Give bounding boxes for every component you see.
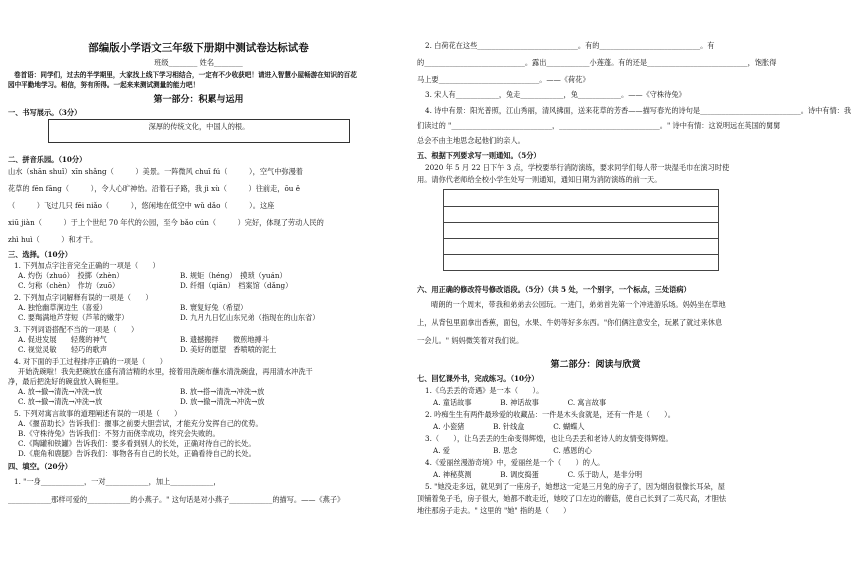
pinyin-line-3: （ ）飞过几只 fēi niǎo（ ），悠闲地在低空中 wǔ dǎo（ ）。这座 bbox=[8, 201, 275, 210]
fill-q3: 3. 宋人有____________，兔走____________，兔____________。——《守株待兔》 bbox=[425, 90, 686, 99]
section7-heading: 七、回忆课外书，完成练习。（10分） bbox=[417, 374, 539, 383]
notice-task-line-2: 用。请你代老师给全校小学生处写一则通知，通知日期为消防演练的前一天。 bbox=[417, 175, 662, 184]
choice-q5-d: D.《鹿角和鹿腿》告诉我们：事物各有自己的长处，正确看待自己的长处。 bbox=[18, 449, 256, 458]
choice-q2: 2. 下列加点字词解释有误的一项是（ ） bbox=[14, 293, 153, 302]
grid-line bbox=[444, 238, 718, 239]
choice-q2-c: C. 要羯满地芦芽短（芦苇的嫩芽） bbox=[18, 313, 129, 322]
choice-q4-text-1: 开始洗碗啦！我先把碗放在盛有清洁精的水里，接着用洗碗布蘸水清洗碗盘，再用清水冲洗干 bbox=[18, 367, 313, 376]
exam-title: 部编版小学语文三年级下册期中测试卷达标试卷 bbox=[88, 42, 309, 54]
part1-title: 第一部分：积累与运用 bbox=[153, 95, 244, 105]
choice-q4-d: D. 放→撤→清洗→冲洗→放 bbox=[180, 397, 265, 406]
choice-q1-a: A. 灼伤（zhuó） 投掷（zhèn） bbox=[18, 271, 124, 280]
reading-q3: 3.（ ），让乌丢丢的生命变得辉煌，也让乌丢丢和老诗人的友情变得辉煌。 bbox=[425, 434, 673, 443]
choice-q1: 1. 下列加点字注音完全正确的一项是（ ） bbox=[14, 261, 160, 270]
pinyin-line-2: 花草的 fēn fāng（ ），令人心旷神怡。沿着石子路，我 jì xù（ ）往前走，ōu ě bbox=[8, 184, 300, 193]
choice-q4-text-2: 净，最后把洗好的碗盘放入碗柜里。 bbox=[8, 377, 124, 386]
fill-q4-line-2: 们读过的 "____________________________，____________________________。" 诗中有情：这说明远在英国的舅舅 bbox=[417, 121, 781, 130]
choice-q3-d: D. 美好的愿望 香喷喷的泥土 bbox=[180, 345, 277, 354]
fill-q1-line-2: ____________那样可爱的____________的小燕子。" 这句话是对小燕子____________的描写。——《燕子》 bbox=[8, 495, 345, 504]
reading-q2-options: A. 小瓷猪 B. 针线盒 C. 蝴蝶人 bbox=[433, 422, 585, 431]
choice-q2-d: D. 九月九日忆山东兄弟（指现在的山东省） bbox=[180, 313, 320, 322]
choice-q4: 4. 对下面的手工过程排序正确的一项是（ ） bbox=[14, 357, 167, 366]
reading-q4: 4.《爱丽丝漫游奇境》中，爱丽丝是一个（ ）的人。 bbox=[425, 458, 605, 467]
edit-passage-line-1: 晴朗的一个周末，带我和弟弟去公园玩。一进门，弟弟首先第一个冲进游乐场。妈妈坐在草地 bbox=[431, 300, 726, 309]
intro-line-1: 卷首语：同学们，过去的半学期里，大家找上线下学习相结合，一定有不少收获吧！请进入智慧小屋畅游在知识的百花 bbox=[14, 71, 357, 79]
intro-line-2: 园中平勤地学习。相信，努有所得。一起来来测试测量的能力吧！ bbox=[8, 81, 200, 89]
choice-q4-b: B. 放→搭→清洗→冲洗→放 bbox=[180, 387, 265, 396]
fill-q4-line-1: 4. 诗中有景：阳光普照，江山秀丽，清风拂面，送来花草的芳香——描写春光的诗句是____________________________。诗中有情：我 bbox=[425, 106, 851, 115]
choice-q1-b: B. 规矩（héng） 摸琐（yuán） bbox=[180, 271, 287, 280]
choice-q3-a: A. 促进发展 轻蔑的神气 bbox=[18, 335, 107, 344]
choice-q2-a: A. 独怆幽草涧边生（喜爱） bbox=[18, 303, 107, 312]
reading-q1: 1.《乌丢丢的奇遇》是一本（ ）。 bbox=[425, 386, 544, 395]
choice-q5: 5. 下列对寓言故事的道理阐述有误的一项是（ ） bbox=[14, 409, 182, 418]
reading-q5-line-3: 地往那房子走去。" 这里的 "她" 指的是（ ） bbox=[417, 506, 571, 515]
choice-q4-c: C. 放→撤→清洗→冲洗→放 bbox=[18, 397, 103, 406]
reading-q1-options: A. 童话故事 B. 神话故事 C. 寓言故事 bbox=[433, 398, 607, 407]
pinyin-line-1: 山水（shān shuǐ）xīn shǎng（ ）美景。一阵微风 chuī fú（ ），空气中弥漫着 bbox=[8, 167, 303, 176]
pinyin-line-5: zhì huì（ ）和才干。 bbox=[8, 235, 98, 244]
edit-passage-line-2: 上，从背包里面拿出香蕉，面包，水果、牛奶等好多东西。"你们俩注意安全，玩累了就过来休息 bbox=[417, 318, 723, 327]
section1-heading: 一、书写展示。（3分） bbox=[8, 108, 82, 117]
fill-q1-line-1: 1. "一身____________，一对____________，加上____________， bbox=[14, 477, 221, 486]
choice-q5-b: B.《守株待兔》告诉我们：不努力而侥幸成功，终究会失败的。 bbox=[18, 429, 220, 438]
pinyin-line-4: xiū jiàn（ ）于上个世纪 70 年代的公园，至今 bǎo cún（ ）完好，体现了劳动人民的 bbox=[8, 218, 324, 227]
section5-heading: 五、根据下列要求写一则通知。（5分） bbox=[417, 151, 541, 160]
reading-q4-options: A. 神秘莫测 B. 调皮捣蛋 C. 乐于助人，是非分明 bbox=[433, 470, 643, 479]
reading-q2: 2. 吟痴生生有两件最珍爱的收藏品：一件是木头食就是，还有一件是（ ）。 bbox=[425, 410, 675, 419]
section6-heading: 六、用正确的修改符号修改语段。（5分）（共 5 处，一个别字，一个标点，三处语病） bbox=[417, 285, 691, 294]
fill-q2-line-1: 2. 白荷花在这些____________________________。有的____________________________。有 bbox=[425, 41, 715, 50]
notice-writing-grid bbox=[443, 189, 719, 271]
choice-q4-a: A. 放→撤→清洗→冲洗→放 bbox=[18, 387, 103, 396]
choice-q3-b: B. 遗撼搬拌 微煎地搏斗 bbox=[180, 335, 269, 344]
choice-q1-d: D. 纤细（qiān） 档案馆（dǎng） bbox=[180, 281, 293, 290]
choice-q3-c: C. 视觉灵敏 轻巧的歌声 bbox=[18, 345, 107, 354]
section3-heading: 三、选择。（10分） bbox=[8, 250, 72, 259]
left-column bbox=[0, 0, 397, 561]
class-name-line: 班级________ 姓名________ bbox=[154, 58, 243, 67]
section4-heading: 四、填空。（20分） bbox=[8, 462, 72, 471]
choice-q5-c: C.《陶罐和铁罐》告诉我们：要多看到别人的长处，正确对待自己的长处。 bbox=[18, 439, 256, 448]
grid-line bbox=[444, 254, 718, 255]
right-column bbox=[397, 0, 851, 561]
reading-q3-options: A. 爱 B. 思念 C. 感恩的心 bbox=[433, 446, 592, 455]
fill-q4-line-3: 总会不由主地思念起他们的亲人。 bbox=[417, 136, 525, 145]
choice-q1-c: C. 匀称（chèn） 作坊（zuō） bbox=[18, 281, 120, 290]
choice-q3: 3. 下列词语搭配不当的一项是（ ） bbox=[14, 325, 139, 334]
fill-q2-line-2: 的____________________________。露出____________小莲蓬。有的还是____________________________，饱胀得 bbox=[417, 58, 777, 67]
part2-title: 第二部分：阅读与欣赏 bbox=[550, 360, 641, 370]
reading-q5-line-1: 5. "她没走多远，就见到了一座房子，她想这一定是三月兔的房子了，因为烟囱很像长耳朵，屋 bbox=[425, 482, 725, 491]
reading-q5-line-2: 顶铺着兔子毛，房子很大，她都不敢走近，她咬了口左边的蘑菇，使自己长到了二英尺高，才胆怯 bbox=[417, 494, 727, 503]
copy-text: 深厚的传统文化，中国人的根。 bbox=[148, 122, 250, 131]
edit-passage-line-3: 一会儿。" 妈妈微笑着对我们说。 bbox=[417, 336, 524, 345]
notice-task-line-1: 2020 年 5 月 22 日下午 3 点，学校要举行消防演练，要求同学们每人带一块湿毛巾在演习时使 bbox=[425, 163, 730, 172]
copy-box bbox=[48, 119, 350, 143]
grid-line bbox=[444, 222, 718, 223]
choice-q5-a: A.《揠苗助长》告诉我们：揠事之前要大胆尝试，才能充分发挥自己的优势。 bbox=[18, 419, 263, 428]
section2-heading: 二、拼音乐园。（10分） bbox=[8, 155, 87, 164]
choice-q2-b: B. 寰复好兔（希望） bbox=[180, 303, 248, 312]
grid-line bbox=[444, 206, 718, 207]
fill-q2-line-3: 马上要____________________________。——《荷花》 bbox=[417, 75, 590, 84]
